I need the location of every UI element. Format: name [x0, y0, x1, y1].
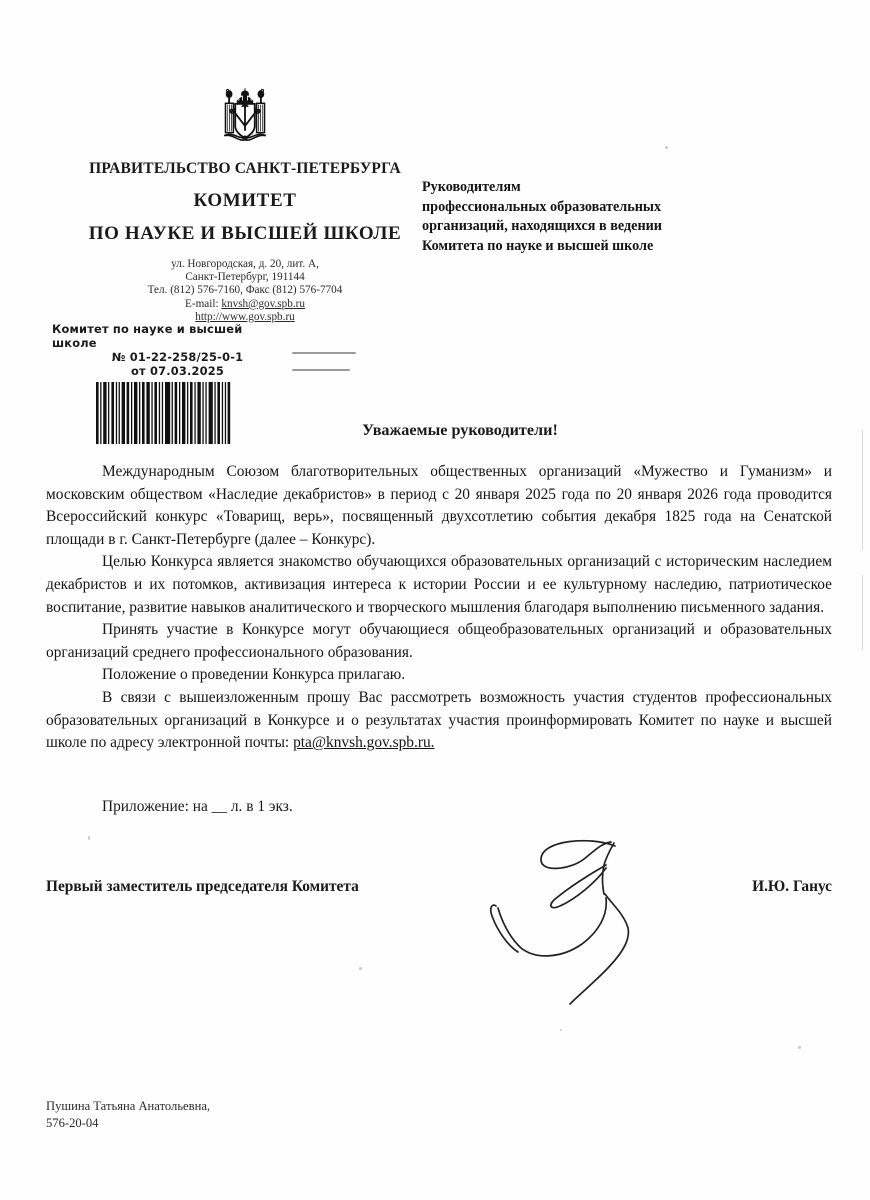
- addressee-block: [422, 178, 752, 256]
- addressee-line-3: организаций, находящихся в ведении: [422, 218, 662, 234]
- addressee-line-4: Комитета по науке и высшей школе: [422, 237, 654, 254]
- letterhead: [55, 88, 435, 324]
- scan-artifact-line: [862, 430, 863, 550]
- letter-body: [46, 461, 832, 755]
- scan-artifact-speck: [665, 146, 668, 149]
- executor-name: Пушина Татьяна Анатольевна,: [46, 1099, 211, 1113]
- email-label: E-mail:: [185, 297, 219, 310]
- executor-phone: 576-20-04: [46, 1115, 99, 1130]
- attachment-note: Приложение: на __ л. в 1 экз.: [102, 798, 293, 815]
- committee-title-line1: КОМИТЕТ: [193, 190, 297, 211]
- addressee-line-1: Руководителям: [422, 179, 521, 195]
- salutation: Уважаемые руководители!: [362, 421, 558, 439]
- body-paragraph-3: Принять участие в Конкурсе могут обучающиеся общеобразовательных организаций и образовательных организаций среднего профессионального образования.: [46, 621, 832, 661]
- scan-artifact-speck: [359, 967, 362, 970]
- letterhead-contacts: [55, 258, 435, 324]
- scan-artifact-speck: [88, 836, 90, 840]
- saint-petersburg-coat-of-arms-icon: [208, 88, 282, 154]
- email-row: [55, 298, 435, 311]
- handwritten-rule-line: [292, 369, 350, 371]
- body-paragraph-2: Целью Конкурса является знакомство обучающихся образовательных организаций с историческим наследием декабристов и их потомков, активизация интереса к истории России и ее культурному наследию, патриотическое воспитание, развитие навыков аналитического и творческого мышления благодаря выполнению письменного задания.: [46, 553, 832, 616]
- signature-row: [46, 878, 832, 896]
- address-city: Санкт-Петербург, 191144: [185, 271, 305, 284]
- body-paragraph-5-text: В связи с вышеизложенным прошу Вас рассмотреть возможность участия студентов профессиональных образовательных организаций в Конкурсе и о результатах участия проинформировать Комитет по науке и высшей школе по адресу электронной почты:: [46, 688, 832, 752]
- phone-fax: Тел. (812) 576-7160, Факс (812) 576-7704: [147, 284, 343, 297]
- committee-title-line2: ПО НАУКЕ И ВЫСШЕЙ ШКОЛЕ: [88, 223, 402, 244]
- website-url[interactable]: http://www.gov.spb.ru: [195, 310, 295, 323]
- email-address[interactable]: knvsh@gov.spb.ru: [221, 297, 305, 310]
- contact-email-link[interactable]: pta@knvsh.gov.spb.ru.: [293, 734, 435, 752]
- handwritten-signature: [478, 818, 708, 1048]
- addressee-line-2: профессиональных образовательных: [422, 198, 662, 215]
- registration-number: № 01-22-258/25-0-1: [111, 350, 244, 364]
- scan-artifact-speck: [798, 1046, 801, 1049]
- registration-organization: Комитет по науке и высшей школе: [52, 322, 243, 350]
- address-street: ул. Новгородская, д. 20, лит. А,: [171, 258, 319, 270]
- scan-artifact-speck: [560, 1029, 562, 1031]
- signatory-position: Первый заместитель председателя Комитета: [46, 878, 359, 895]
- signatory-name: И.Ю. Ганус: [752, 878, 832, 895]
- executor-block: [46, 1098, 210, 1131]
- body-paragraph-4: Положение о проведении Конкурса прилагаю.: [102, 666, 406, 684]
- registration-date: от 07.03.2025: [130, 364, 225, 378]
- body-paragraph-5: [46, 687, 832, 755]
- handwritten-rule-line: [292, 352, 356, 354]
- government-title: ПРАВИТЕЛЬСТВО САНКТ-ПЕТЕРБУРГА: [89, 160, 401, 177]
- body-paragraph-1: Международным Союзом благотворительных общественных организаций «Мужество и Гуманизм» и московским обществом «Наследие декабристов» в период с 20 января 2025 года по 20 января 2026 года проводится Всероссийский конкурс «Товарищ, верь», посвященный двухсотлетию события декабря 1825 года на Сенатской площади в г. Санкт-Петербурге (далее – Конкурс).: [46, 463, 832, 548]
- scan-artifact-line: [862, 575, 863, 650]
